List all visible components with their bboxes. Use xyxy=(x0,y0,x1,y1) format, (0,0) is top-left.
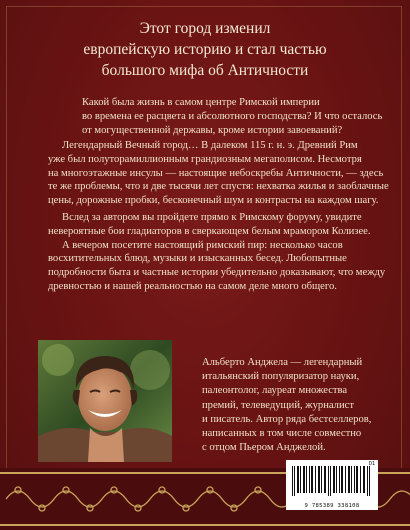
journey-paragraph xyxy=(48,211,385,294)
text-line: Какой была жизнь в самом центре Римской империи xyxy=(82,97,320,108)
text-line: итальянский популяризатор науки, xyxy=(202,371,360,383)
text-line: Легендарный Вечный город… В далеком 115 г. н. э. Древний Рим xyxy=(62,140,358,151)
text-line: невероятные бои гладиаторов в сверкающем белым мрамором Колизее. xyxy=(48,225,371,237)
text-line: восхитительных блюд, музыки и изысканных бесед. Любопытные xyxy=(48,253,347,265)
text-line: и писатель. Автор ряда бестселлеров, xyxy=(202,413,372,425)
author-bio xyxy=(202,356,371,455)
text-line: во времена ее расцвета и абсолютного господства? И что осталось xyxy=(82,110,383,122)
rome-paragraph xyxy=(48,139,389,208)
text-line: подробности быта и частные истории убедительно доказывают, что между xyxy=(48,267,386,279)
barcode-code: D1 xyxy=(368,461,375,467)
text-line: А вечером посетите настоящий римский пир: несколько часов xyxy=(62,239,343,251)
text-line: цены, дорожные пробки, бесконечный шум и контрасты на каждом шагу. xyxy=(48,195,379,207)
text-line: Вслед за автором вы пройдете прямо к Римскому форуму, увидите xyxy=(62,212,362,223)
intro-paragraph xyxy=(82,96,382,137)
text-line: от могущественной державы, кроме истории завоеваний? xyxy=(82,124,343,136)
text-line: на многоэтажные инсулы — настоящие небоскребы Античности, — здесь xyxy=(48,167,384,179)
author-photo xyxy=(38,340,172,462)
barcode-number: 9 785389 338108 xyxy=(304,503,360,509)
text-line: те же проблемы, что и две тысячи лет спустя: нехватка жилья и заоблачные xyxy=(48,181,389,193)
headline-line: большого мифа об Античности xyxy=(101,62,309,79)
text-line: премий, телеведущий, журналист xyxy=(202,399,354,411)
text-line: написанных в том числе совместно xyxy=(202,428,362,440)
text-line: палеонтолог, лауреат множества xyxy=(202,385,348,397)
headline-line: европейскую историю и стал частью xyxy=(83,41,327,58)
text-line: с отцом Пьером Анджелой. xyxy=(202,442,326,454)
text-line: Альберто Анджела — легендарный xyxy=(202,357,363,368)
text-line: древностью и нашей реальностью на самом деле много общего. xyxy=(48,280,337,292)
barcode xyxy=(286,460,378,510)
barcode-bars xyxy=(286,460,378,500)
text-line: уже был полуторамиллионным грандиозным мегаполисом. Несмотря xyxy=(48,153,362,165)
headline-line: Этот город изменил xyxy=(139,20,271,37)
headline xyxy=(20,18,390,81)
